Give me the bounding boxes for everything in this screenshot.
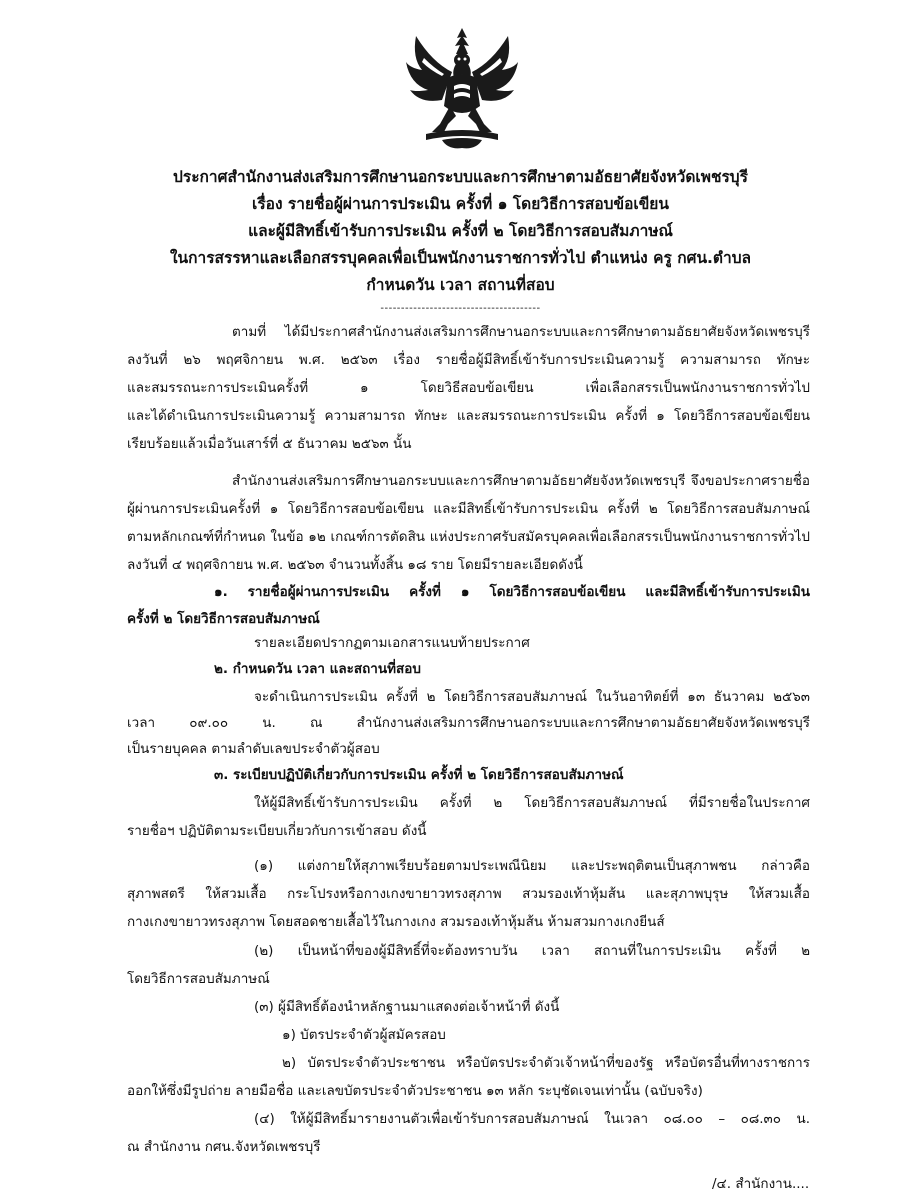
title-separator: --------------------------------------- <box>380 303 541 314</box>
section-1-heading-line-2: ครั้งที่ ๒ โดยวิธีการสอบสัมภาษณ์ <box>127 611 320 627</box>
rule-4-line-1: (๔) ให้ผู้มีสิทธิ์มารายงานตัวเพื่อเข้ารับการสอบสัมภาษณ์ ในเวลา ๐๘.๐๐ – ๐๘.๓๐ น. <box>254 1111 810 1127</box>
rule-1-line-2: สุภาพสตรี ให้สวมเสื้อ กระโปรงหรือกางเกงขายาวทรงสุภาพ สวมรองเท้าหุ้มส้น และสุภาพบุรุษ ให้สวมเสื้อ <box>127 886 810 902</box>
p2-line-4: ลงวันที่ ๔ พฤศจิกายน พ.ศ. ๒๕๖๓ จำนวนทั้งสิ้น ๑๘ ราย โดยมีรายละเอียดดังนี้ <box>127 557 583 573</box>
p2-line-3: ตามหลักเกณฑ์ที่กำหนด ในข้อ ๑๒ เกณฑ์การตัดสิน แห่งประกาศรับสมัครบุคคลเพื่อเลือกสรรเป็นพนักงานราชการทั่วไป <box>127 529 810 545</box>
title-line-1: ประกาศสำนักงานส่งเสริมการศึกษานอกระบบและการศึกษาตามอัธยาศัยจังหวัดเพชรบุรี <box>173 168 748 186</box>
rule-1-line-3: กางเกงขายาวทรงสุภาพ โดยสอดชายเสื้อไว้ในกางเกง สวมรองเท้าหุ้มส้น ห้ามสวมกางเกงยีนส์ <box>127 914 665 930</box>
p1-line-4: และได้ดำเนินการประเมินความรู้ ความสามารถ ทักษะ และสมรรถนะการประเมิน ครั้งที่ ๑ โดยวิธีการสอบข้อเขียน <box>127 408 810 424</box>
rule-2-line-2: โดยวิธีการสอบสัมภาษณ์ <box>127 971 270 987</box>
section-1-text: รายละเอียดปรากฏตามเอกสารแนบท้ายประกาศ <box>254 635 530 651</box>
section-2-heading: ๒. กำหนดวัน เวลา และสถานที่สอบ <box>214 661 421 677</box>
p1-line-2: ลงวันที่ ๒๖ พฤศจิกายน พ.ศ. ๒๕๖๓ เรื่อง รายชื่อผู้มีสิทธิ์เข้ารับการประเมินความรู้ ความสามารถ ทักษะ <box>127 352 810 368</box>
continued-marker: /๔. สำนักงาน.... <box>712 1176 810 1192</box>
rule-4-line-2: ณ สำนักงาน กศน.จังหวัดเพชรบุรี <box>127 1139 321 1155</box>
rule-1-line-1: (๑) แต่งกายให้สุภาพเรียบร้อยตามประเพณีนิยม และประพฤติตนเป็นสุภาพชน กล่าวคือ <box>254 858 810 874</box>
rule-3-item-2-line-2: ออกให้ซึ่งมีรูปถ่าย ลายมือชื่อ และเลขบัตรประจำตัวประชาชน ๑๓ หลัก ระบุชัดเจนเท่านั้น (ฉบับจริง) <box>127 1083 703 1099</box>
section-3-heading: ๓. ระเบียบปฏิบัติเกี่ยวกับการประเมิน ครั้งที่ ๒ โดยวิธีการสอบสัมภาษณ์ <box>214 767 624 783</box>
rule-3-item-2-line-1: ๒) บัตรประจำตัวประชาชน หรือบัตรประจำตัวเจ้าหน้าที่ของรัฐ หรือบัตรอื่นที่ทางราชการ <box>282 1055 810 1071</box>
p1-line-1: ตามที่ ได้มีประกาศสำนักงานส่งเสริมการศึกษานอกระบบและการศึกษาตามอัธยาศัยจังหวัดเพชรบุรี <box>232 324 810 340</box>
section-2-line-3: เป็นรายบุคคล ตามลำดับเลขประจำตัวผู้สอบ <box>127 741 380 757</box>
section-3-intro-line-2: รายชื่อฯ ปฏิบัติตามระเบียบเกี่ยวกับการเข้าสอบ ดังนี้ <box>127 823 427 839</box>
section-3-intro-line-1: ให้ผู้มีสิทธิ์เข้ารับการประเมิน ครั้งที่ ๒ โดยวิธีการสอบสัมภาษณ์ ที่มีรายชื่อในประกาศ <box>254 795 810 811</box>
title-line-2: เรื่อง รายชื่อผู้ผ่านการประเมิน ครั้งที่ ๑ โดยวิธีการสอบข้อเขียน <box>252 195 669 213</box>
rule-3: (๓) ผู้มีสิทธิ์ต้องนำหลักฐานมาแสดงต่อเจ้าหน้าที่ ดังนี้ <box>254 999 560 1015</box>
rule-2-line-1: (๒) เป็นหน้าที่ของผู้มีสิทธิ์ที่จะต้องทราบวัน เวลา สถานที่ในการประเมิน ครั้งที่ ๒ <box>254 943 810 959</box>
p2-line-1: สำนักงานส่งเสริมการศึกษานอกระบบและการศึกษาตามอัธยาศัยจังหวัดเพชรบุรี จึงขอประกาศรายชื่อ <box>232 473 810 489</box>
rule-3-item-1: ๑) บัตรประจำตัวผู้สมัครสอบ <box>282 1027 446 1043</box>
section-2-line-1: จะดำเนินการประเมิน ครั้งที่ ๒ โดยวิธีการสอบสัมภาษณ์ ในวันอาทิตย์ที่ ๑๓ ธันวาคม ๒๕๖๓ <box>254 689 810 705</box>
p2-line-2: ผู้ผ่านการประเมินครั้งที่ ๑ โดยวิธีการสอบข้อเขียน และมีสิทธิ์เข้ารับการประเมิน ครั้งที่ ๒ โดยวิธีการสอบสัมภาษณ์ <box>127 501 810 517</box>
section-2-line-2: เวลา ๐๙.๐๐ น. ณ สำนักงานส่งเสริมการศึกษานอกระบบและการศึกษาตามอัธยาศัยจังหวัดเพชรบุรี <box>127 715 810 731</box>
title-line-4: ในการสรรหาและเลือกสรรบุคคลเพื่อเป็นพนักงานราชการทั่วไป ตำแหน่ง ครู กศน.ตำบล <box>169 249 752 267</box>
section-1-heading-line-1: ๑. รายชื่อผู้ผ่านการประเมิน ครั้งที่ ๑ โดยวิธีการสอบข้อเขียน และมีสิทธิ์เข้ารับการประเมิน <box>214 584 810 600</box>
p1-line-3: และสมรรถนะการประเมินครั้งที่ ๑ โดยวิธีสอบข้อเขียน เพื่อเลือกสรรเป็นพนักงานราชการทั่วไป <box>127 380 810 396</box>
title-line-3: และผู้มีสิทธิ์เข้ารับการประเมิน ครั้งที่ ๒ โดยวิธีการสอบสัมภาษณ์ <box>248 222 673 240</box>
p1-line-5: เรียบร้อยแล้วเมื่อวันเสาร์ที่ ๕ ธันวาคม ๒๕๖๓ นั้น <box>127 436 412 452</box>
title-line-5: กำหนดวัน เวลา สถานที่สอบ <box>366 276 555 294</box>
garuda-emblem-icon <box>404 28 520 150</box>
